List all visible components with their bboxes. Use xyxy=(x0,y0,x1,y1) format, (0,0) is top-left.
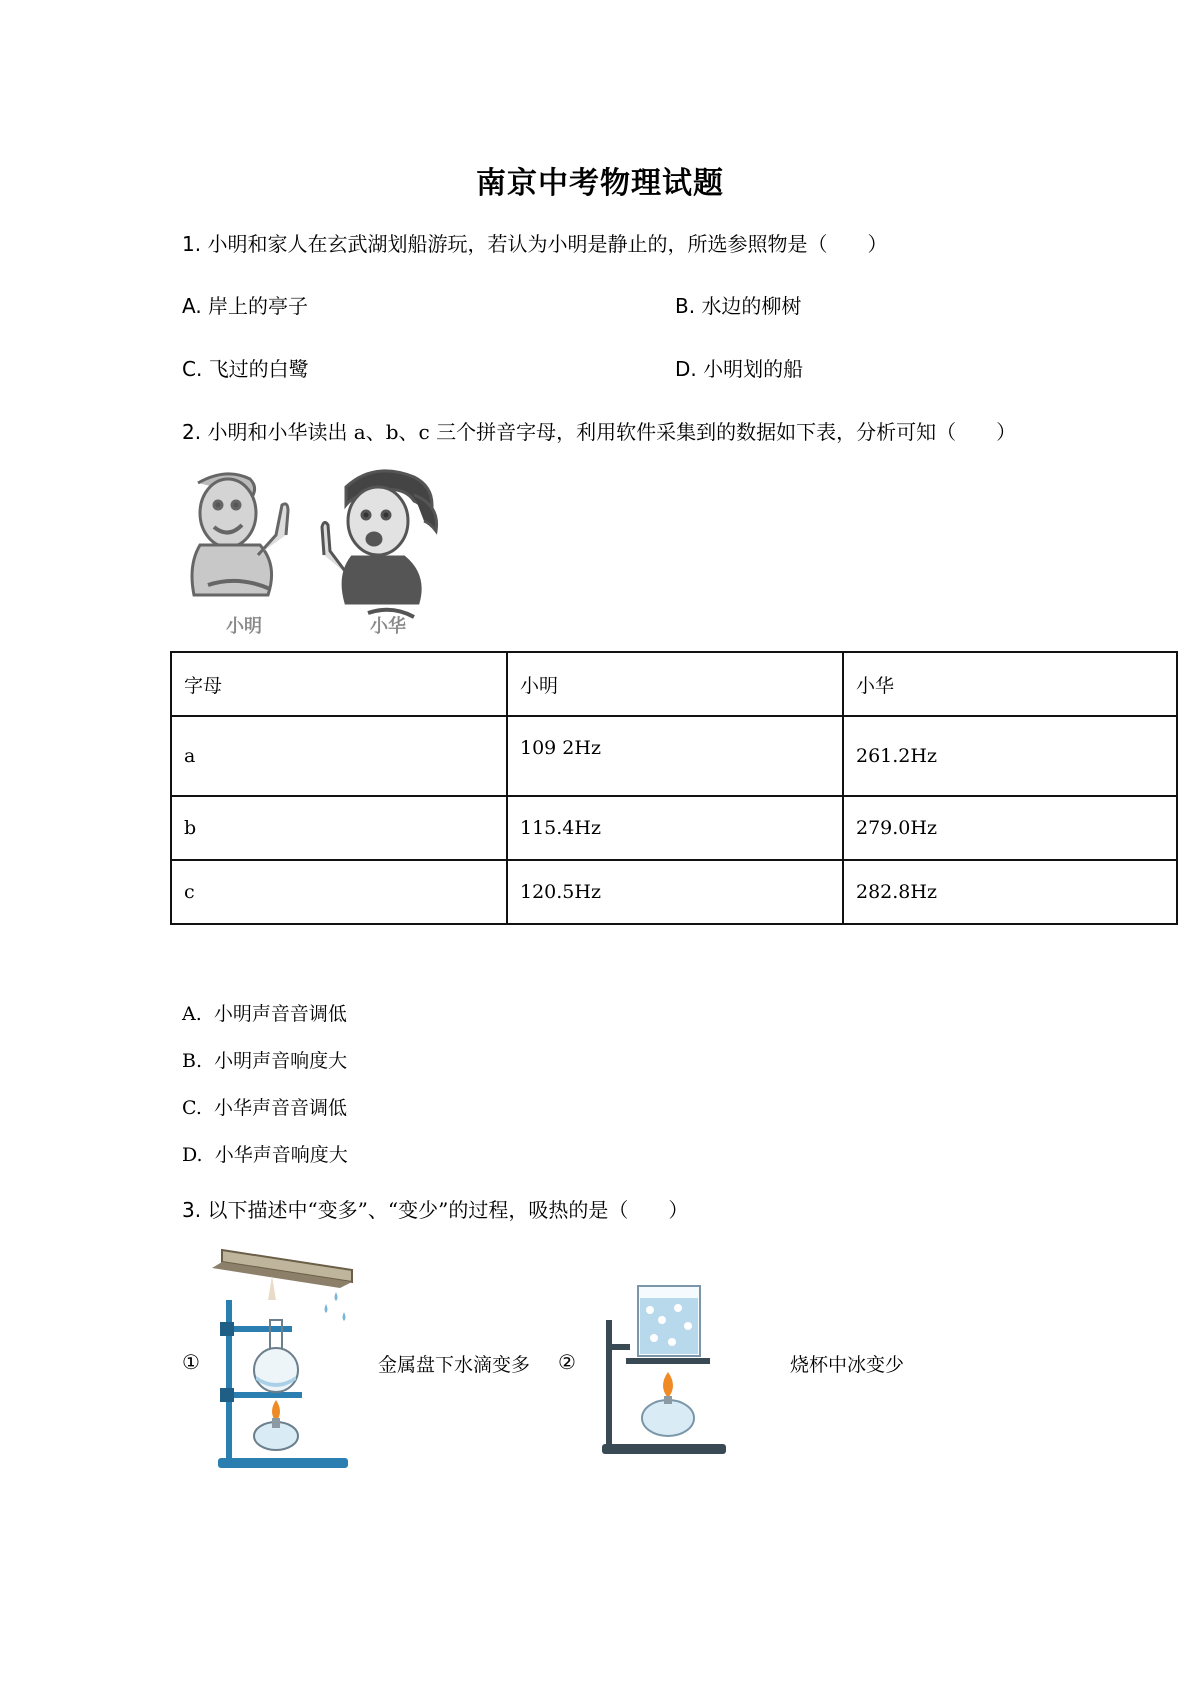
frequency-table xyxy=(170,651,1178,925)
option-text: 水边的柳树 xyxy=(701,294,802,318)
table-cell: c xyxy=(171,860,507,924)
ice-beaker-diagram xyxy=(600,1280,730,1460)
option-text: 小华声音响度大 xyxy=(214,1144,348,1166)
table-cell: b xyxy=(171,796,507,860)
table-cell: a xyxy=(171,716,507,796)
table-cell: 109 2Hz xyxy=(507,716,843,796)
option-text: 小明声音音调低 xyxy=(213,1003,347,1025)
q2-option-b[interactable] xyxy=(182,1046,347,1073)
option-label: B. xyxy=(675,294,696,318)
item-text-2: 烧杯中冰变少 xyxy=(790,1354,905,1376)
question-text: 小明和小华读出 a、b、c 三个拼音字母，利用软件采集到的数据如下表，分析可知（ ） xyxy=(207,420,1017,444)
table-row xyxy=(171,796,1177,860)
table-cell: 115.4Hz xyxy=(507,796,843,860)
option-label: A. xyxy=(182,1003,202,1025)
q2-option-c[interactable] xyxy=(182,1093,347,1120)
table-header-row xyxy=(171,652,1177,716)
option-label: D. xyxy=(182,1144,203,1166)
q1-option-b[interactable] xyxy=(675,290,801,319)
item-marker-2: ② xyxy=(558,1350,576,1374)
option-text: 小华声音音调低 xyxy=(214,1097,348,1119)
option-text: 飞过的白鹭 xyxy=(208,357,309,381)
flask-apparatus-diagram xyxy=(212,1240,372,1480)
figure-caption-xiaoming: 小明 xyxy=(226,616,262,637)
question-number: 2. xyxy=(182,420,202,444)
table-cell: 120.5Hz xyxy=(507,860,843,924)
table-cell: 261.2Hz xyxy=(843,716,1177,796)
table-cell: 279.0Hz xyxy=(843,796,1177,860)
table-header: 小华 xyxy=(843,652,1177,716)
option-text: 岸上的亭子 xyxy=(208,294,309,318)
question-3 xyxy=(182,1194,688,1223)
question-2 xyxy=(182,416,1016,445)
q2-option-a[interactable] xyxy=(182,999,347,1026)
item-text-1: 金属盘下水滴变多 xyxy=(378,1354,531,1376)
option-label: D. xyxy=(675,357,697,381)
q1-option-d[interactable] xyxy=(675,353,803,382)
table-cell: 282.8Hz xyxy=(843,860,1177,924)
question-number: 3. xyxy=(182,1198,202,1222)
option-text: 小明声音响度大 xyxy=(214,1050,348,1072)
figure-caption-xiaohua: 小华 xyxy=(370,616,406,637)
table-header: 小明 xyxy=(507,652,843,716)
option-label: B. xyxy=(182,1050,203,1072)
xiaohua-figure xyxy=(322,471,437,617)
q2-option-d[interactable] xyxy=(182,1140,348,1167)
table-header: 字母 xyxy=(171,652,507,716)
question-number: 1. xyxy=(182,232,202,256)
option-label: A. xyxy=(182,294,202,318)
q1-option-c[interactable] xyxy=(182,353,309,382)
table-row xyxy=(171,716,1177,796)
question-text: 小明和家人在玄武湖划船游玩，若认为小明是静止的，所选参照物是（ ） xyxy=(207,232,888,256)
page-title: 南京中考物理试题 xyxy=(476,166,724,201)
xiaoming-figure xyxy=(192,474,288,595)
table-row xyxy=(171,860,1177,924)
q1-option-a[interactable] xyxy=(182,290,308,319)
option-label: C. xyxy=(182,1097,202,1119)
option-text: 小明划的船 xyxy=(703,357,804,381)
question-1 xyxy=(182,228,887,257)
item-marker-1: ① xyxy=(182,1350,200,1374)
option-label: C. xyxy=(182,357,203,381)
question-text: 以下描述中“变多”、“变少”的过程，吸热的是（ ） xyxy=(207,1198,689,1222)
speakers-illustration xyxy=(178,465,450,645)
